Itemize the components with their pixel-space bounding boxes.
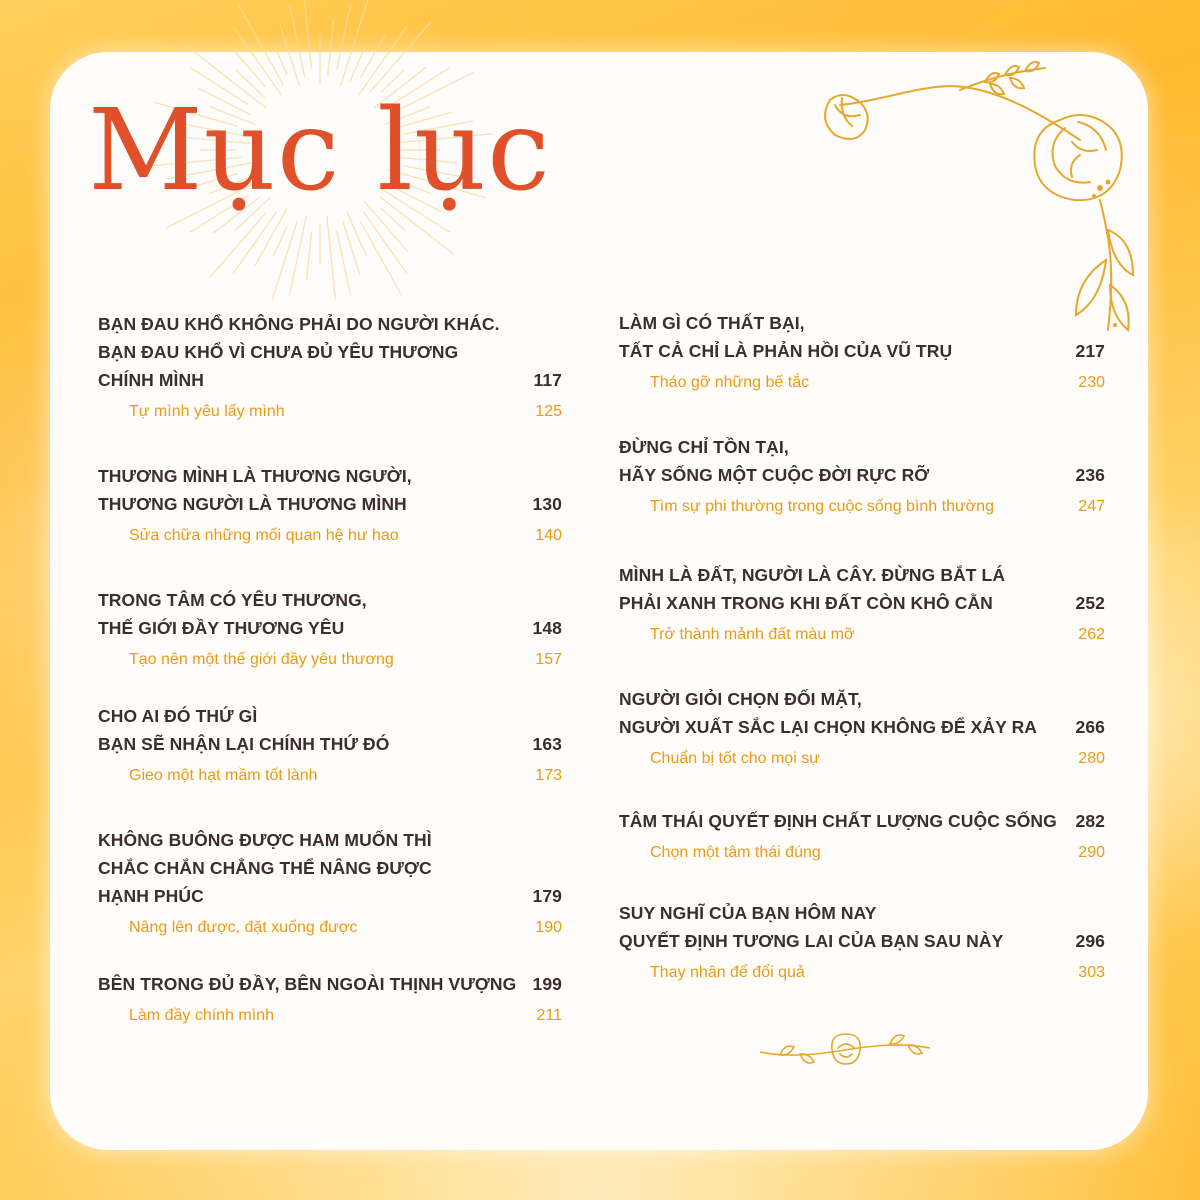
chapter-title: TÂM THÁI QUYẾT ĐỊNH CHẤT LƯỢNG CUỘC SỐNG	[619, 811, 1057, 831]
section-row	[619, 495, 1105, 519]
section-page-number: 280	[1078, 750, 1105, 767]
sunburst-ray	[340, 0, 370, 86]
chapter-row	[619, 561, 1105, 617]
toc-entry	[98, 970, 562, 1028]
sunburst-ray	[303, 0, 312, 69]
section-row	[98, 916, 562, 940]
section-page-number: 262	[1078, 626, 1105, 643]
section-page-number: 290	[1078, 844, 1105, 861]
sunburst-ray	[361, 34, 386, 78]
sunburst-ray	[274, 225, 287, 255]
chapter-title: KHÔNG BUÔNG ĐƯỢC HAM MUỐN THÌ CHẮC CHẮN CHẲNG THỂ NÂNG ĐƯỢC HẠNH PHÚC	[98, 830, 432, 906]
chapter-title: MÌNH LÀ ĐẤT, NGƯỜI LÀ CÂY. ĐỪNG BẮT LÁ PHẢI XANH TRONG KHI ĐẤT CÒN KHÔ CẰN	[619, 565, 1006, 613]
section-page-number: 125	[535, 403, 562, 420]
chapter-row	[619, 309, 1105, 365]
toc-entry	[619, 309, 1105, 395]
section-row	[98, 648, 562, 672]
chapter-page-number: 163	[532, 734, 562, 754]
section-title: Chọn một tâm thái đúng	[650, 844, 821, 861]
chapter-title: BÊN TRONG ĐỦ ĐẦY, BÊN NGOÀI THỊNH VƯỢNG	[98, 974, 517, 994]
section-row	[619, 371, 1105, 395]
section-row	[98, 764, 562, 788]
chapter-row	[98, 970, 562, 998]
section-title: Gieo một hạt mầm tốt lành	[129, 767, 318, 784]
section-title: Thay nhân để đổi quả	[650, 964, 805, 981]
sunburst-ray	[306, 231, 311, 280]
sunburst-ray	[232, 49, 265, 87]
chapter-row	[98, 586, 562, 642]
section-page-number: 303	[1078, 964, 1105, 981]
section-page-number: 247	[1078, 498, 1105, 515]
sunburst-ray	[290, 215, 307, 295]
toc-column-right	[619, 309, 1105, 985]
chapter-page-number: 179	[532, 886, 562, 906]
chapter-title: THƯƠNG MÌNH LÀ THƯƠNG NGƯỜI, THƯƠNG NGƯỜI LÀ THƯƠNG MÌNH	[98, 466, 412, 514]
sunburst-ray	[290, 5, 305, 78]
toc-entry	[98, 310, 562, 424]
chapter-page-number: 217	[1075, 341, 1105, 361]
section-title: Tháo gỡ những bế tắc	[650, 374, 810, 391]
chapter-title: LÀM GÌ CÓ THẤT BẠI, TẤT CẢ CHỈ LÀ PHẢN HỒI CỦA VŨ TRỤ	[619, 313, 953, 361]
chapter-title: TRONG TÂM CÓ YÊU THƯƠNG, THẾ GIỚI ĐẦY THƯƠNG YÊU	[98, 590, 367, 638]
toc-entry	[619, 433, 1105, 519]
sunburst-ray	[327, 216, 337, 300]
chapter-row	[98, 702, 562, 758]
toc-entry	[98, 702, 562, 788]
chapter-page-number: 296	[1075, 931, 1105, 951]
section-title: Tìm sự phi thường trong cuộc sống bình thường	[650, 498, 994, 515]
toc-entry	[619, 561, 1105, 647]
section-title: Nâng lên được, đặt xuống được	[129, 919, 358, 936]
sunburst-ray	[280, 25, 300, 87]
chapter-title: CHO AI ĐÓ THỨ GÌ BẠN SẼ NHẬN LẠI CHÍNH THỨ ĐÓ	[98, 706, 390, 754]
toc-entry	[98, 586, 562, 672]
chapter-row	[619, 433, 1105, 489]
chapter-row	[98, 462, 562, 518]
flower-stem-top	[840, 86, 1080, 140]
section-title: Tạo nên một thế giới đầy yêu thương	[129, 651, 394, 668]
toc-entry	[98, 826, 562, 940]
section-row	[98, 524, 562, 548]
chapter-row	[619, 685, 1105, 741]
section-page-number: 211	[536, 1007, 562, 1024]
sunburst-ray	[238, 4, 283, 84]
chapter-row	[98, 310, 562, 394]
section-row	[619, 841, 1105, 865]
chapter-title: SUY NGHĨ CỦA BẠN HÔM NAY QUYẾT ĐỊNH TƯƠNG LAI CỦA BẠN SAU NÀY	[619, 903, 1004, 951]
chapter-page-number: 236	[1075, 465, 1105, 485]
section-title: Chuẩn bị tốt cho mọi sự	[650, 750, 820, 767]
toc-entry	[98, 462, 562, 548]
section-title: Tự mình yêu lấy mình	[129, 403, 285, 420]
chapter-row	[619, 899, 1105, 955]
page-title: Mục lục	[88, 86, 551, 216]
toc-entry	[619, 807, 1105, 865]
chapter-page-number: 199	[532, 974, 562, 994]
chapter-page-number: 117	[533, 370, 562, 390]
sunburst-ray	[274, 45, 287, 75]
section-page-number: 230	[1078, 374, 1105, 391]
chapter-row	[98, 826, 562, 910]
floral-divider-ornament	[760, 1028, 930, 1072]
section-page-number: 173	[535, 767, 562, 784]
toc-entry	[619, 899, 1105, 985]
floral-corner-ornament	[810, 60, 1150, 350]
chapter-title: ĐỪNG CHỈ TỒN TẠI, HÃY SỐNG MỘT CUỘC ĐỜI RỰC RỠ	[619, 437, 930, 485]
section-row	[619, 623, 1105, 647]
sunburst-ray	[328, 20, 334, 77]
section-title: Trở thành mảnh đất màu mỡ	[650, 626, 855, 643]
section-row	[619, 747, 1105, 771]
section-row	[98, 400, 562, 424]
section-title: Làm đầy chính mình	[129, 1007, 274, 1024]
chapter-page-number: 148	[532, 618, 562, 638]
chapter-page-number: 282	[1075, 811, 1105, 831]
toc-column-left	[98, 310, 562, 1028]
section-title: Sửa chữa những mối quan hệ hư hao	[129, 527, 399, 544]
chapter-title: NGƯỜI GIỎI CHỌN ĐỐI MẶT, NGƯỜI XUẤT SẮC LẠI CHỌN KHÔNG ĐỂ XẢY RA	[619, 689, 1038, 737]
toc-entry	[619, 685, 1105, 771]
section-row	[98, 1004, 562, 1028]
section-page-number: 157	[535, 651, 562, 668]
sunburst-ray	[369, 22, 430, 92]
section-row	[619, 961, 1105, 985]
chapter-row	[619, 807, 1105, 835]
chapter-title: BẠN ĐAU KHỔ KHÔNG PHẢI DO NGƯỜI KHÁC. BẠN ĐAU KHỔ VÌ CHƯA ĐỦ YÊU THƯƠNG CHÍNH MÌNH	[98, 314, 500, 390]
chapter-page-number: 252	[1075, 593, 1105, 613]
section-page-number: 140	[535, 527, 562, 544]
section-page-number: 190	[535, 919, 562, 936]
chapter-page-number: 266	[1075, 717, 1105, 737]
chapter-page-number: 130	[532, 494, 562, 514]
